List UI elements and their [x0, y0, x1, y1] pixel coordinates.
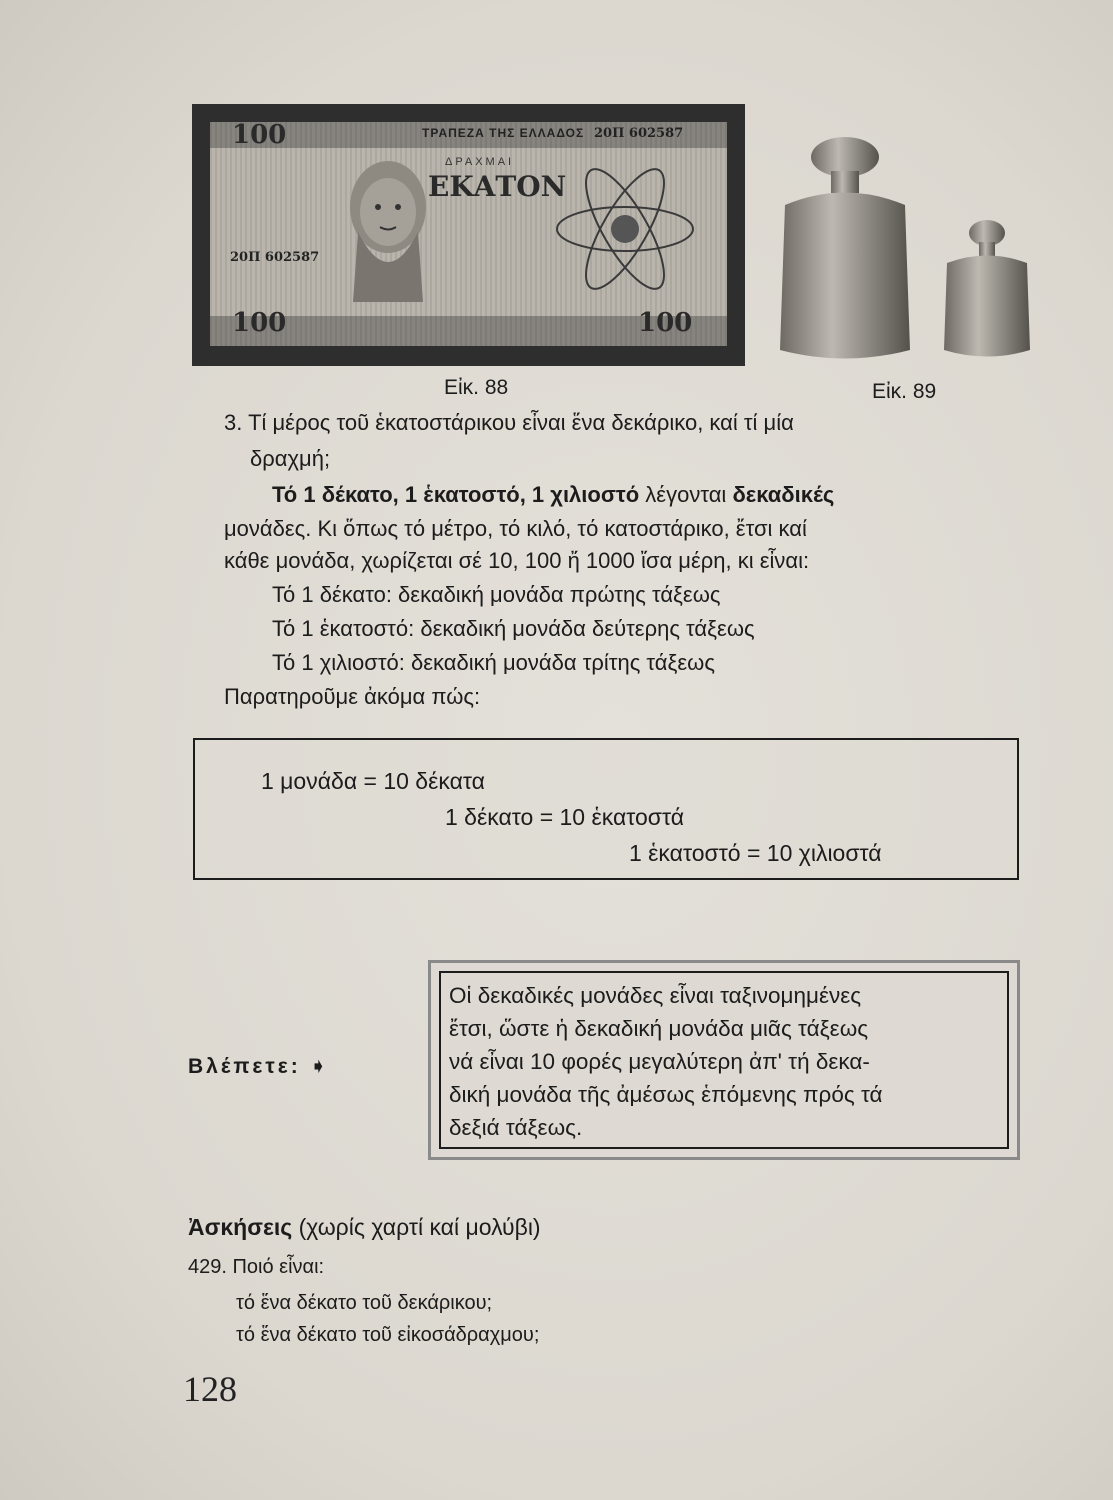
equalities-box [193, 738, 1019, 880]
exercises-heading [188, 1214, 541, 1241]
banknote-image [210, 122, 727, 346]
order-second: Τό 1 ἑκατοστό: δεκαδική μονάδα δεύτερης τάξεως [272, 616, 755, 641]
small-weight-icon [942, 218, 1032, 360]
definition-bold-term: δεκαδικές [732, 482, 835, 507]
banknote-denomination-bottom-left: 100 [232, 308, 287, 338]
arrow-right-icon: ➧ [309, 1055, 331, 1078]
observe-line: Παρατηροῦμε ἀκόμα πώς: [224, 684, 481, 709]
large-weight-icon [775, 135, 915, 365]
definition-verb: λέγονται [645, 482, 727, 507]
page-number: 128 [183, 1369, 237, 1409]
definition-bold-units: Τό 1 δέκατο, 1 ἑκατοστό, 1 χιλιοστό [272, 482, 640, 507]
definition-line1 [272, 482, 834, 508]
exercises-heading-rest: (χωρίς χαρτί καί μολύβι) [298, 1214, 541, 1240]
rule-line-5: δεξιά τάξεως. [449, 1115, 583, 1140]
banknote-denomination-bottom-right: 100 [638, 308, 693, 338]
banknote-word: ΕΚΑΤΟΝ [428, 170, 567, 203]
exercises-heading-bold: Ἀσκήσεις [188, 1214, 293, 1240]
banknote-serial-top: 20Π 602587 [594, 126, 684, 141]
rule-line-2: ἔτσι, ὥστε ἡ δεκαδική μονάδα μιᾶς τάξεως [449, 1016, 869, 1041]
rule-box-inner [439, 971, 1009, 1149]
banknote-figure [192, 104, 745, 366]
banknote-bank-name: ΤΡΑΠΕΖΑ ΤΗΣ ΕΛΛΑΔΟΣ [422, 126, 585, 140]
equality-3: 1 ἑκατοστό = 10 χιλιοστά [629, 840, 882, 866]
exercise-item-1: τό ἕνα δέκατο τοῦ δεκάρικου; [236, 1292, 493, 1314]
question-3-line1: 3. Τί μέρος τοῦ ἑκατοστάρικου εἶναι ἕνα δεκάρικο, καί τί μία [224, 410, 794, 435]
caption-fig-89: Εἰκ. 89 [872, 380, 937, 403]
see-label [188, 1054, 330, 1079]
rule-box [428, 960, 1020, 1160]
see-label-text: Βλέπετε: [188, 1055, 301, 1078]
rule-line-1: Οἱ δεκαδικές μονάδες εἶναι ταξινομημένες [449, 983, 862, 1008]
banknote-denomination-top-left: 100 [232, 122, 287, 150]
exercise-429: 429. Ποιό εἶναι: [188, 1256, 325, 1278]
banknote-currency: ΔΡΑΧΜΑΙ [445, 156, 515, 168]
rule-line-3: νά εἶναι 10 φορές μεγαλύτερη ἀπ' τή δεκα- [449, 1049, 870, 1074]
definition-line3: κάθε μονάδα, χωρίζεται σέ 10, 100 ἤ 1000 ἴσα μέρη, κι εἶναι: [224, 548, 810, 573]
rule-line-4: δική μονάδα τῆς ἀμέσως ἑπόμενης πρός τά [449, 1082, 883, 1107]
caption-fig-88: Εἰκ. 88 [444, 376, 509, 399]
definition-line2: μονάδες. Κι ὅπως τό μέτρο, τό κιλό, τό κατοστάρικο, ἔτσι καί [224, 516, 807, 541]
portrait-illustration [328, 152, 448, 302]
equality-1: 1 μονάδα = 10 δέκατα [261, 768, 485, 794]
order-third: Τό 1 χιλιοστό: δεκαδική μονάδα τρίτης τάξεως [272, 650, 715, 675]
banknote-serial-left: 20Π 602587 [230, 250, 320, 265]
question-3-line2: δραχμή; [250, 446, 331, 471]
equality-2: 1 δέκατο = 10 ἑκατοστά [445, 804, 685, 830]
atom-illustration [550, 154, 700, 304]
order-first: Τό 1 δέκατο: δεκαδική μονάδα πρώτης τάξεως [272, 582, 721, 607]
exercise-item-2: τό ἕνα δέκατο τοῦ εἰκοσάδραχμου; [236, 1324, 540, 1346]
